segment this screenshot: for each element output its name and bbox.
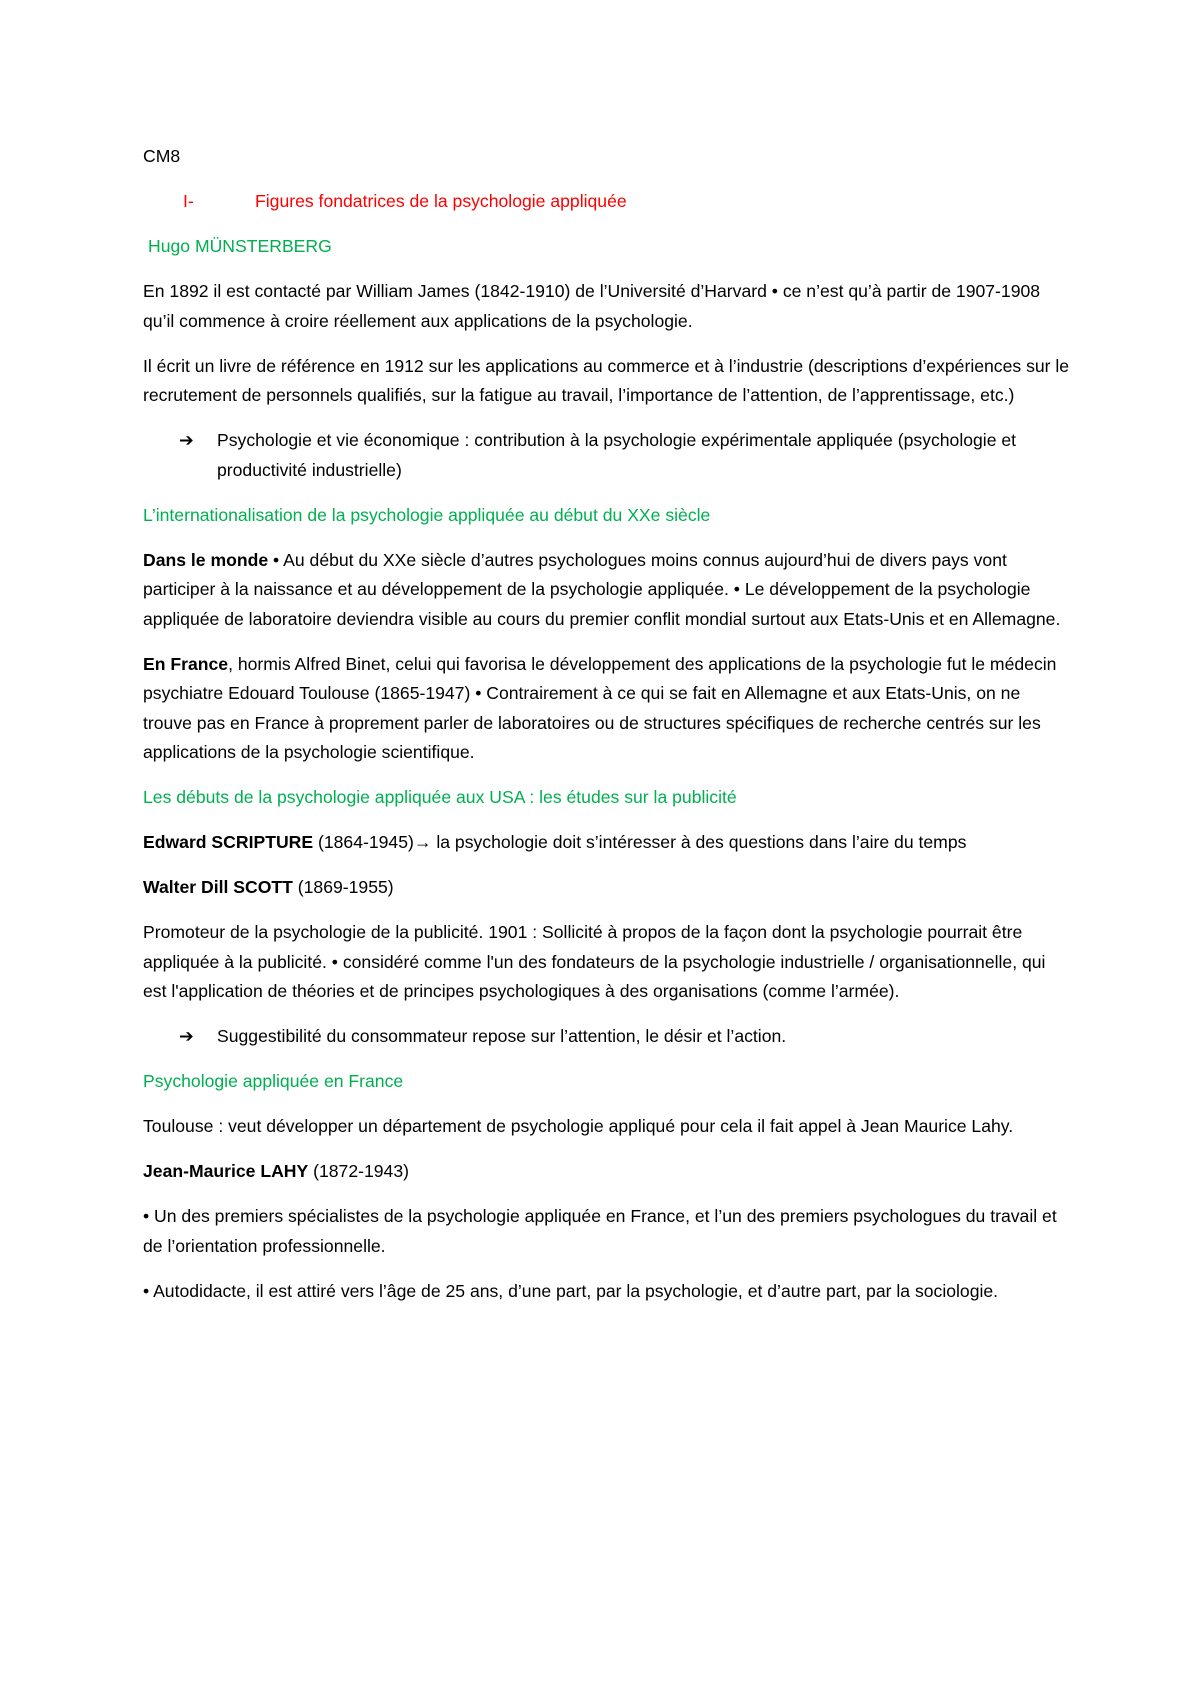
arrow-item-suggestibilite <box>143 1022 1073 1052</box>
section-title: Figures fondatrices de la psychologie appliquée <box>255 191 627 211</box>
lahy-paragraph-1: • Un des premiers spécialistes de la psychologie appliquée en France, et l’un des premiers psychologues du travail et de l’orientation professionnelle. <box>143 1206 1057 1256</box>
toulouse-paragraph: Toulouse : veut développer un département de psychologie appliqué pour cela il fait appel à Jean Maurice Lahy. <box>143 1116 1014 1136</box>
scott-heading <box>143 873 1073 903</box>
lahy-name: Jean-Maurice LAHY <box>143 1161 309 1181</box>
usa-heading: Les débuts de la psychologie appliquée aux USA : les études sur la publicité <box>143 787 737 807</box>
monde-label: Dans le monde <box>143 549 269 570</box>
munsterberg-paragraph-1: En 1892 il est contacté par William James (1842-1910) de l’Université d’Harvard • ce n’est qu’à partir de 1907-1908 qu’il commence à croire réellement aux applications de la psychologie. <box>143 281 1041 331</box>
scott-paragraph: Promoteur de la psychologie de la publicité. 1901 : Sollicité à propos de la façon dont la psychologie pourrait être appliquée à la publicité. • considéré comme l'un des fondateurs de la psychologie industrielle / organisationnelle, qui est l'application de théories et de principes psychologiques à des organisations (comme l’armée). <box>143 922 1046 1001</box>
monde-paragraph <box>143 546 1073 635</box>
document-page <box>143 142 1073 1322</box>
france-heading: Psychologie appliquée en France <box>143 1071 404 1091</box>
arrow-icon: ➔ <box>179 430 194 450</box>
munsterberg-paragraph-2: Il écrit un livre de référence en 1912 sur les applications au commerce et à l’industrie (descriptions d’expériences sur le recrutement de personnels qualifiés, sur la fatigue au travail, l’importance de l’attention, de l’apprentissage, etc.) <box>143 355 1070 405</box>
munsterberg-heading: Hugo MÜNSTERBERG <box>148 236 332 256</box>
scripture-text: (1864-1945)→ la psychologie doit s’intéresser à des questions dans l’aire du temps <box>313 832 967 852</box>
section-number: I- <box>183 191 194 211</box>
france-label: En France <box>143 653 229 674</box>
internationalisation-heading: L’internationalisation de la psychologie appliquée au début du XXe siècle <box>143 504 711 525</box>
scripture-paragraph <box>143 828 1073 858</box>
scripture-name: Edward SCRIPTURE <box>143 832 314 852</box>
arrow-item-text: Psychologie et vie économique : contribution à la psychologie expérimentale appliquée (psychologie et productivité industrielle) <box>217 430 1017 480</box>
monde-text: • Au début du XXe siècle d’autres psychologues moins connus aujourd’hui de divers pays vont participer à la naissance et au développement de la psychologie appliquée. • Le développement de la psychologie appliquée de laboratoire deviendra visible au cours du premier conflit mondial surtout aux Etats-Unis et en Allemagne. <box>143 549 1061 629</box>
lahy-heading <box>143 1157 1073 1187</box>
scott-name: Walter Dill SCOTT <box>143 877 293 897</box>
arrow-item-economie <box>143 426 1073 485</box>
scott-dates: (1869-1955) <box>292 877 394 897</box>
arrow-icon: ➔ <box>179 1026 194 1046</box>
section-heading <box>143 187 1073 217</box>
lahy-paragraph-2: • Autodidacte, il est attiré vers l’âge de 25 ans, d’une part, par la psychologie, et d’autre part, par la sociologie. <box>143 1280 999 1301</box>
france-text: , hormis Alfred Binet, celui qui favorisa le développement des applications de la psychologie fut le médecin psychiatre Edouard Toulouse (1865-1947) • Contrairement à ce qui se fait en Allemagne et aux Etats-Unis, on ne trouve pas en France à proprement parler de laboratoires ou de structures spécifiques de recherche centrés sur les applications de la psychologie scientifique. <box>143 653 1057 762</box>
arrow-item-text: Suggestibilité du consommateur repose sur l’attention, le désir et l’action. <box>217 1026 787 1046</box>
france-paragraph <box>143 650 1073 768</box>
course-code: CM8 <box>143 146 181 166</box>
lahy-dates: (1872-1943) <box>308 1161 409 1181</box>
